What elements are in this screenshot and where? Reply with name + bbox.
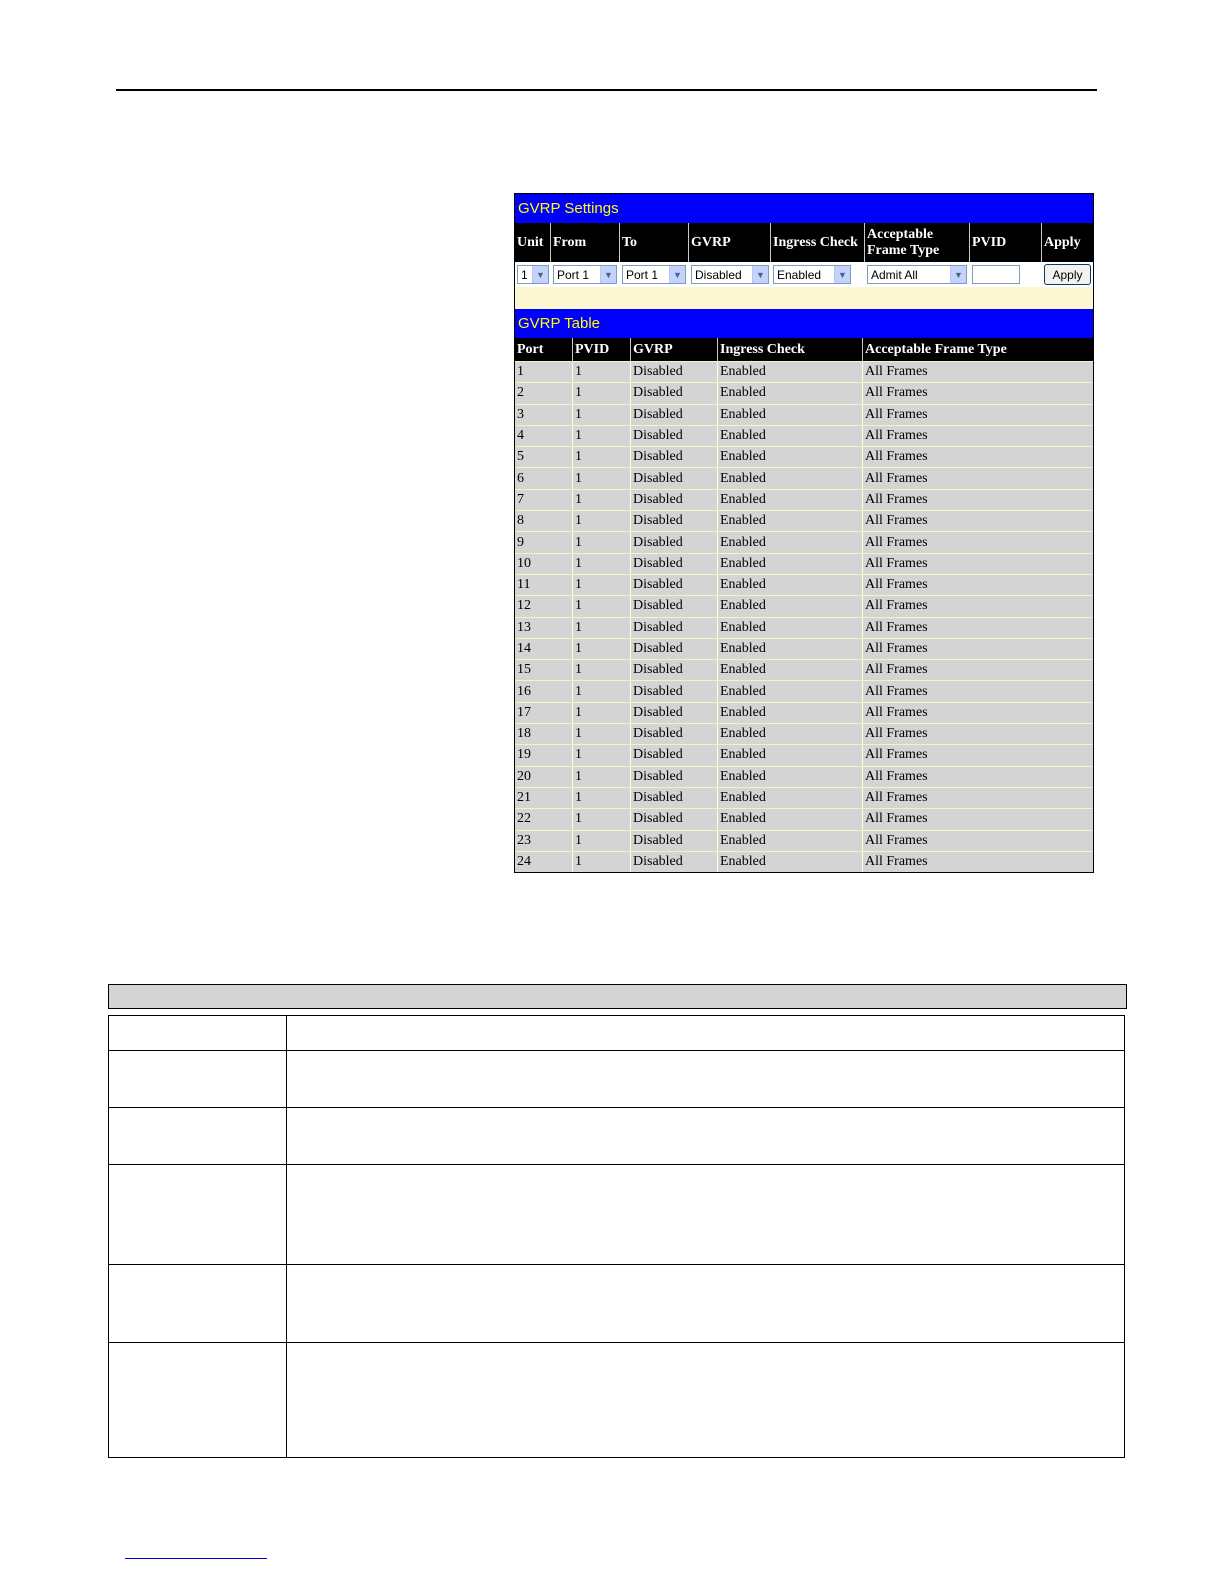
cell-acceptable-frame-type: All Frames	[865, 683, 928, 699]
chevron-down-icon[interactable]: ▼	[600, 266, 616, 283]
cell-pvid: 1	[573, 596, 631, 616]
cell-gvrp: Disabled	[631, 554, 718, 574]
apply-button[interactable]: Apply	[1044, 264, 1091, 285]
cell-acceptable-frame-type: All Frames	[865, 790, 928, 806]
doc-table-grid	[108, 1015, 1125, 1458]
cell-port: 12	[515, 596, 573, 616]
cell-pvid: 1	[573, 852, 631, 872]
cell-port: 17	[515, 703, 573, 723]
table-row	[515, 744, 1093, 765]
cell-pvid: 1	[573, 639, 631, 659]
table-row	[515, 404, 1093, 425]
cell-acceptable-frame-type: All Frames	[865, 555, 928, 571]
cell-gvrp: Disabled	[631, 639, 718, 659]
cell-gvrp: Disabled	[631, 468, 718, 488]
cell-pvid: 1	[573, 681, 631, 701]
table-row	[515, 446, 1093, 467]
cell-pvid: 1	[573, 618, 631, 638]
cell-gvrp: Disabled	[631, 596, 718, 616]
table-row	[515, 766, 1093, 787]
cell-ingress-check: Enabled	[718, 809, 863, 829]
cell-port: 18	[515, 724, 573, 744]
cell-ingress-check: Enabled	[718, 745, 863, 765]
col-gvrp: GVRP	[689, 223, 771, 262]
cell-ingress-check: Enabled	[718, 554, 863, 574]
cell-gvrp: Disabled	[631, 511, 718, 531]
cell-port: 6	[515, 468, 573, 488]
table-body	[515, 361, 1093, 872]
cell-acceptable-frame-type: All Frames	[865, 726, 928, 742]
doc-table-row	[109, 1264, 1124, 1342]
cell-gvrp: Disabled	[631, 809, 718, 829]
cell-acceptable-frame-type: All Frames	[865, 704, 928, 720]
cell-gvrp: Disabled	[631, 703, 718, 723]
cell-pvid: 1	[573, 532, 631, 552]
cell-acceptable-frame-type: All Frames	[865, 662, 928, 678]
cell-acceptable-frame-type: All Frames	[865, 747, 928, 763]
cell-ingress-check: Enabled	[718, 575, 863, 595]
cell-pvid: 1	[573, 426, 631, 446]
table-row	[515, 830, 1093, 851]
cell-gvrp: Disabled	[631, 532, 718, 552]
cell-ingress-check: Enabled	[718, 596, 863, 616]
cell-acceptable-frame-type: All Frames	[865, 470, 928, 486]
col-ingress-check: Ingress Check	[771, 223, 865, 262]
cell-pvid: 1	[573, 767, 631, 787]
table-row	[515, 851, 1093, 872]
cell-ingress-check: Enabled	[718, 660, 863, 680]
cell-port: 9	[515, 532, 573, 552]
gvrp-window	[514, 193, 1094, 873]
cell-pvid: 1	[573, 703, 631, 723]
gvrp-settings-title: GVRP Settings	[515, 194, 1093, 223]
table-row	[515, 382, 1093, 403]
cell-pvid: 1	[573, 724, 631, 744]
cell-acceptable-frame-type: All Frames	[865, 832, 928, 848]
table-row	[515, 617, 1093, 638]
cell-acceptable-frame-type: All Frames	[865, 619, 928, 635]
cell-acceptable-frame-type: All Frames	[865, 385, 928, 401]
cell-pvid: 1	[573, 447, 631, 467]
to-port-select[interactable]: Port 1 ▼	[622, 265, 686, 284]
cell-acceptable-frame-type: All Frames	[865, 598, 928, 614]
settings-input-row	[515, 262, 1093, 287]
cell-port: 21	[515, 788, 573, 808]
cell-gvrp: Disabled	[631, 405, 718, 425]
cell-acceptable-frame-type: All Frames	[865, 491, 928, 507]
cell-ingress-check: Enabled	[718, 426, 863, 446]
chevron-down-icon[interactable]: ▼	[834, 266, 850, 283]
th-port: Port	[515, 338, 573, 361]
cell-gvrp: Disabled	[631, 724, 718, 744]
cell-port: 23	[515, 831, 573, 851]
th-pvid: PVID	[573, 338, 631, 361]
table-row	[515, 553, 1093, 574]
table-row	[515, 574, 1093, 595]
cell-port: 15	[515, 660, 573, 680]
cell-ingress-check: Enabled	[718, 532, 863, 552]
cell-pvid: 1	[573, 745, 631, 765]
table-row	[515, 638, 1093, 659]
cell-gvrp: Disabled	[631, 383, 718, 403]
col-to: To	[620, 223, 689, 262]
table-row	[515, 702, 1093, 723]
col-acceptable-frame-type: Acceptable Frame Type	[865, 223, 970, 262]
cell-port: 1	[515, 362, 573, 382]
gvrp-select[interactable]: Disabled ▼	[691, 265, 769, 284]
th-ingress-check: Ingress Check	[718, 338, 863, 361]
cell-port: 10	[515, 554, 573, 574]
chevron-down-icon[interactable]: ▼	[532, 266, 548, 283]
table-row	[515, 510, 1093, 531]
cell-gvrp: Disabled	[631, 681, 718, 701]
table-row	[515, 808, 1093, 829]
cell-port: 24	[515, 852, 573, 872]
cell-pvid: 1	[573, 831, 631, 851]
cell-ingress-check: Enabled	[718, 681, 863, 701]
pvid-input[interactable]	[972, 265, 1020, 284]
chevron-down-icon[interactable]: ▼	[669, 266, 685, 283]
table-header-row	[515, 338, 1093, 361]
cell-ingress-check: Enabled	[718, 618, 863, 638]
acceptable-frame-type-select[interactable]: Admit All ▼	[867, 265, 967, 284]
cell-port: 8	[515, 511, 573, 531]
cell-port: 5	[515, 447, 573, 467]
cell-port: 16	[515, 681, 573, 701]
cell-ingress-check: Enabled	[718, 511, 863, 531]
doc-table-row	[109, 1050, 1124, 1107]
cell-acceptable-frame-type: All Frames	[865, 768, 928, 784]
chevron-down-icon[interactable]: ▼	[752, 266, 768, 283]
cell-ingress-check: Enabled	[718, 490, 863, 510]
cell-acceptable-frame-type: All Frames	[865, 428, 928, 444]
settings-spacer-strip	[515, 287, 1093, 309]
unit-select[interactable]: 1 ▼	[517, 265, 549, 284]
cell-ingress-check: Enabled	[718, 703, 863, 723]
table-row	[515, 659, 1093, 680]
cell-ingress-check: Enabled	[718, 447, 863, 467]
cell-ingress-check: Enabled	[718, 639, 863, 659]
doc-table-row	[109, 1164, 1124, 1264]
cell-ingress-check: Enabled	[718, 831, 863, 851]
cell-gvrp: Disabled	[631, 831, 718, 851]
cell-gvrp: Disabled	[631, 490, 718, 510]
cell-pvid: 1	[573, 383, 631, 403]
cell-port: 13	[515, 618, 573, 638]
table-row	[515, 361, 1093, 382]
cell-pvid: 1	[573, 468, 631, 488]
cell-pvid: 1	[573, 575, 631, 595]
col-unit: Unit	[515, 223, 551, 262]
cell-acceptable-frame-type: All Frames	[865, 449, 928, 465]
cell-port: 4	[515, 426, 573, 446]
cell-ingress-check: Enabled	[718, 383, 863, 403]
cell-port: 20	[515, 767, 573, 787]
cell-ingress-check: Enabled	[718, 767, 863, 787]
cell-gvrp: Disabled	[631, 618, 718, 638]
table-row	[515, 680, 1093, 701]
cell-gvrp: Disabled	[631, 660, 718, 680]
col-apply: Apply	[1044, 234, 1081, 250]
cell-acceptable-frame-type: All Frames	[865, 853, 928, 869]
cell-pvid: 1	[573, 362, 631, 382]
cell-pvid: 1	[573, 788, 631, 808]
cell-pvid: 1	[573, 660, 631, 680]
parameter-description-table	[108, 984, 1127, 1458]
cell-acceptable-frame-type: All Frames	[865, 513, 928, 529]
footer-link-underline[interactable]	[125, 1558, 267, 1559]
cell-port: 2	[515, 383, 573, 403]
page-top-rule	[116, 89, 1097, 91]
cell-ingress-check: Enabled	[718, 788, 863, 808]
table-row	[515, 425, 1093, 446]
cell-port: 7	[515, 490, 573, 510]
cell-port: 22	[515, 809, 573, 829]
table-row	[515, 595, 1093, 616]
cell-pvid: 1	[573, 554, 631, 574]
doc-table-row	[109, 1342, 1124, 1457]
cell-ingress-check: Enabled	[718, 362, 863, 382]
cell-ingress-check: Enabled	[718, 468, 863, 488]
cell-gvrp: Disabled	[631, 362, 718, 382]
gvrp-table-title: GVRP Table	[515, 309, 1093, 338]
cell-acceptable-frame-type: All Frames	[865, 406, 928, 422]
cell-gvrp: Disabled	[631, 447, 718, 467]
cell-port: 19	[515, 745, 573, 765]
cell-acceptable-frame-type: All Frames	[865, 811, 928, 827]
th-acceptable-frame-type: Acceptable Frame Type	[865, 341, 1007, 357]
table-row	[515, 531, 1093, 552]
cell-pvid: 1	[573, 490, 631, 510]
doc-table-header	[108, 984, 1127, 1009]
cell-gvrp: Disabled	[631, 788, 718, 808]
col-from: From	[551, 223, 620, 262]
doc-table-row	[109, 1107, 1124, 1164]
cell-acceptable-frame-type: All Frames	[865, 534, 928, 550]
cell-pvid: 1	[573, 511, 631, 531]
cell-acceptable-frame-type: All Frames	[865, 577, 928, 593]
cell-ingress-check: Enabled	[718, 852, 863, 872]
cell-gvrp: Disabled	[631, 852, 718, 872]
cell-gvrp: Disabled	[631, 767, 718, 787]
cell-acceptable-frame-type: All Frames	[865, 364, 928, 380]
cell-port: 14	[515, 639, 573, 659]
table-row	[515, 489, 1093, 510]
from-port-select[interactable]: Port 1 ▼	[553, 265, 617, 284]
settings-header-row	[515, 223, 1093, 262]
cell-gvrp: Disabled	[631, 426, 718, 446]
chevron-down-icon[interactable]: ▼	[950, 266, 966, 283]
cell-gvrp: Disabled	[631, 745, 718, 765]
table-row	[515, 467, 1093, 488]
table-row	[515, 787, 1093, 808]
doc-table-row	[109, 1016, 1124, 1050]
cell-port: 3	[515, 405, 573, 425]
ingress-check-select[interactable]: Enabled ▼	[773, 265, 851, 284]
col-pvid: PVID	[970, 223, 1042, 262]
table-row	[515, 723, 1093, 744]
cell-pvid: 1	[573, 405, 631, 425]
th-gvrp: GVRP	[631, 338, 718, 361]
cell-gvrp: Disabled	[631, 575, 718, 595]
cell-acceptable-frame-type: All Frames	[865, 641, 928, 656]
cell-ingress-check: Enabled	[718, 724, 863, 744]
cell-ingress-check: Enabled	[718, 405, 863, 425]
cell-pvid: 1	[573, 809, 631, 829]
cell-port: 11	[515, 575, 573, 595]
